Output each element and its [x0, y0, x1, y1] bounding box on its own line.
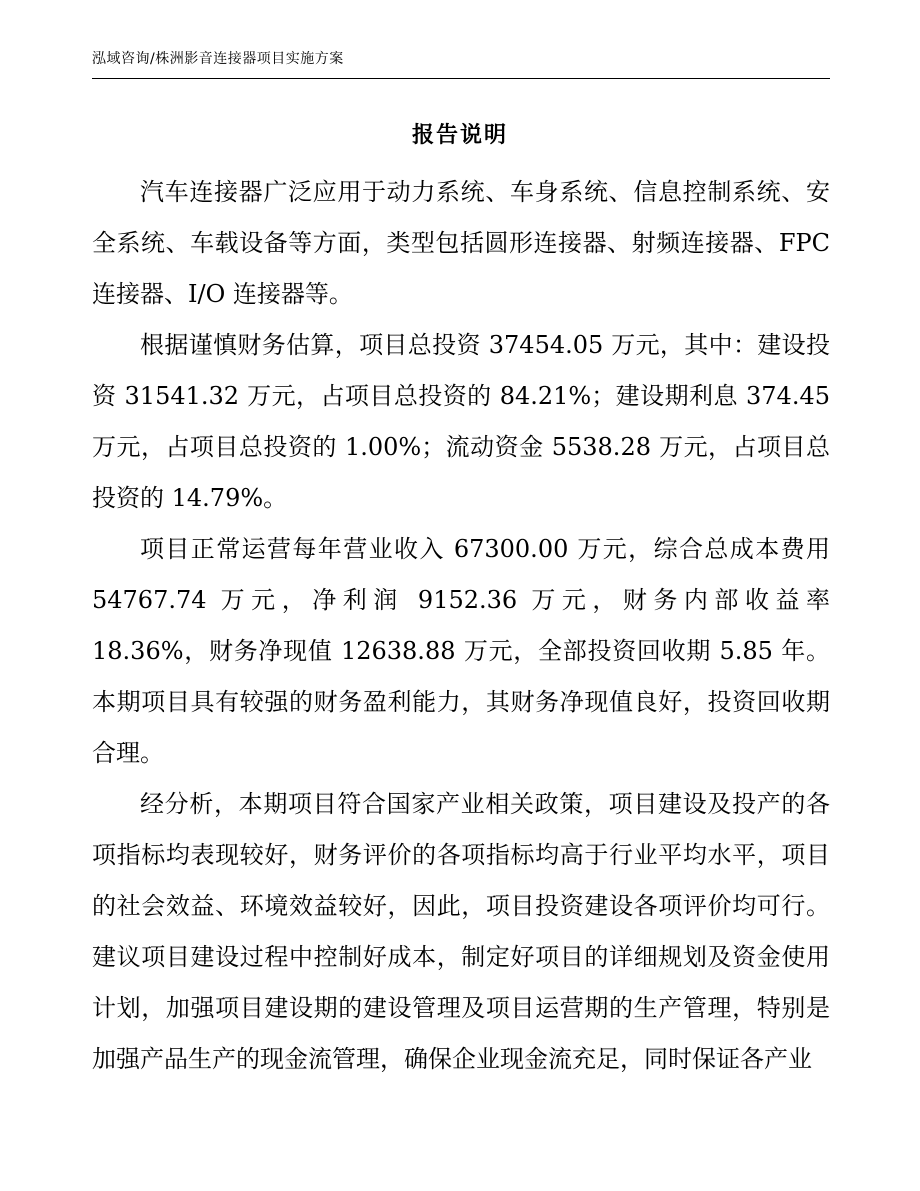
paragraph-connector-overview: 汽车连接器广泛应用于动力系统、车身系统、信息控制系统、安全系统、车载设备等方面，类型包括圆形连接器、射频连接器、FPC 连接器、I/O 连接器等。 — [92, 178, 830, 308]
paragraph-revenue-profit: 项目正常运营每年营业收入 67300.00 万元，综合总成本费用 54767.74 万元，净利润 9152.36 万元，财务内部收益率 18.36%，财务净现值 12638.88 万元，全部投资回收期 5.85 年。本期项目具有较强的财务盈利能力，其财务净现值良好，投资回收期合理。 — [92, 535, 830, 767]
running-header: 泓域咨询/株洲影音连接器项目实施方案 — [92, 51, 344, 67]
page-title: 报告说明 — [411, 122, 508, 148]
document-body — [92, 167, 830, 1085]
paragraph-analysis-conclusion: 经分析，本期项目符合国家产业相关政策，项目建设及投产的各项指标均表现较好，财务评价的各项指标均高于行业平均水平，项目的社会效益、环境效益较好，因此，项目投资建设各项评价均可行。建议项目建设过程中控制好成本，制定好项目的详细规划及资金使用计划，加强项目建设期的建设管理及项目运营期的生产管理，特别是加强产品生产的现金流管理，确保企业现金流充足，同时保证各产业 — [92, 790, 830, 1073]
paragraph-investment-estimate: 根据谨慎财务估算，项目总投资 37454.05 万元，其中：建设投资 31541.32 万元，占项目总投资的 84.21%；建设期利息 374.45 万元，占项目总投资的 1.00%；流动资金 5538.28 万元，占项目总投资的 14.79%。 — [92, 331, 830, 512]
header-divider — [92, 78, 830, 79]
